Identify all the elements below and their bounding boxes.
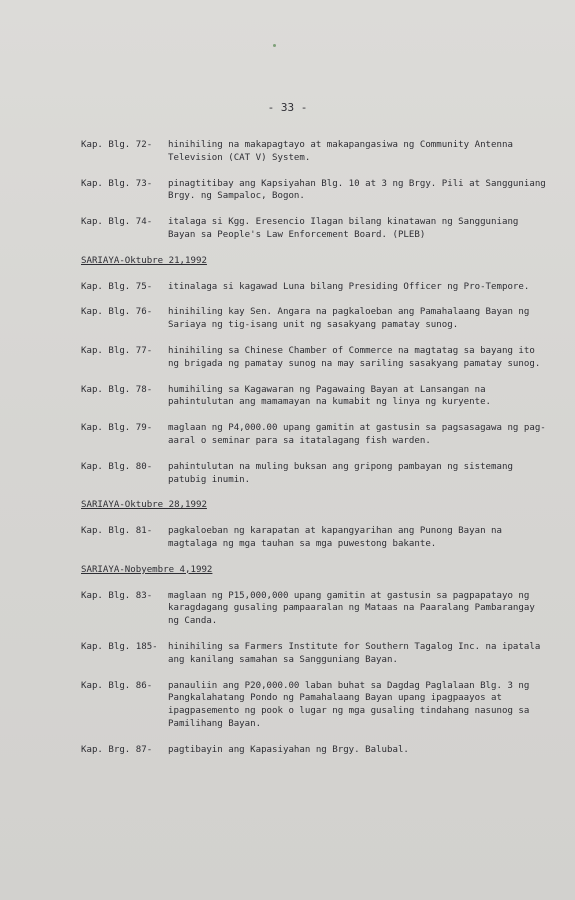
resolution-text: pagkaloeban ng karapatan at kapangyarihan ang Punong Bayan na magtalaga ng mga tauhan sa mga puwestong bakante. (168, 526, 502, 549)
resolution-number: Kap. Blg. 185- (81, 641, 158, 652)
resolution-item (81, 216, 551, 242)
page-number: - 33 - (267, 101, 308, 114)
resolution-number: Kap. Blg. 78- (81, 384, 153, 395)
ink-dot (273, 44, 276, 47)
resolution-text: maglaan ng P4,000.00 upang gamitin at gastusin sa pagsasagawa ng pag-aaral o seminar para sa itatalagang fish warden. (168, 423, 546, 446)
resolution-number: Kap. Blg. 80- (81, 461, 153, 472)
resolution-text: pinagtitibay ang Kapsiyahan Blg. 10 at 3 ng Brgy. Pili at Sangguniang Brgy. ng Sampaloc, Bogon. (168, 178, 546, 202)
resolution-list (81, 139, 551, 770)
resolution-text: italaga si Kgg. Eresencio Ilagan bilang kinatawan ng Sangguniang Bayan sa People's Law Enforcement Board. (PLEB) (168, 217, 519, 240)
resolution-number: Kap. Blg. 72- (81, 140, 153, 150)
resolution-item (81, 281, 551, 294)
resolution-text: pahintulutan na muling buksan ang gripong pambayan ng sistemang patubig inumin. (168, 461, 513, 485)
resolution-item (81, 345, 551, 371)
resolution-item (81, 744, 551, 757)
resolution-number: Kap. Blg. 74- (81, 217, 153, 228)
resolution-text: hinihiling sa Farmers Institute for Southern Tagalog Inc. na ipatala ang kanilang samahan sa Sangguniang Bayan. (168, 641, 541, 665)
resolution-number: Kap. Blg. 75- (81, 281, 153, 292)
resolution-text: humihiling sa Kagawaran ng Pagawaing Bayan at Lansangan na pahintulutan ang mamamayan na kumabit ng linya ng kuryente. (168, 384, 492, 408)
resolution-number: Kap. Brg. 87- (81, 744, 153, 755)
resolution-number: Kap. Blg. 86- (81, 680, 153, 691)
resolution-number: Kap. Blg. 73- (81, 178, 153, 189)
resolution-text: hinihiling sa Chinese Chamber of Commerce na magtatag sa bayang ito ng brigada ng pamatay sunog na may sariling sasakyang pamatay sunog. (168, 345, 541, 369)
resolution-text: hinihiling na makapagtayo at makapangasiwa ng Community Antenna Television (CAT V) System. (168, 140, 513, 163)
resolution-item (81, 422, 551, 448)
resolution-item (81, 306, 551, 332)
resolution-item (81, 525, 551, 551)
section-heading: SARIAYA-Oktubre 21,1992 (81, 255, 207, 266)
resolution-item (81, 641, 551, 667)
resolution-item (81, 461, 551, 487)
resolution-text: pagtibayin ang Kapasiyahan ng Brgy. Balubal. (168, 744, 409, 755)
resolution-number: Kap. Blg. 79- (81, 423, 153, 434)
resolution-item (81, 590, 551, 628)
resolution-item (81, 139, 551, 165)
resolution-item (81, 178, 551, 204)
resolution-text: hinihiling kay Sen. Angara na pagkaloeban ang Pamahalaang Bayan ng Sariaya ng tig-isang unit ng sasakyang pamatay sunog. (168, 307, 530, 331)
resolution-text: maglaan ng P15,000,000 upang gamitin at gastusin sa pagpapatayo ng karagdagang gusaling pampaaralan ng Mataas na Paaralang Pambarangay ng Canda. (168, 590, 535, 627)
section-heading: SARIAYA-Nobyembre 4,1992 (81, 564, 213, 575)
resolution-number: Kap. Blg. 77- (81, 345, 153, 356)
resolution-item (81, 384, 551, 410)
section-heading: SARIAYA-Oktubre 28,1992 (81, 500, 207, 511)
resolution-text: panauliin ang P20,000.00 laban buhat sa Dagdag Paglalaan Blg. 3 ng Pangkalahatang Pondo ng Pamahalaang Bayan upang ipagpaayos at ipagpasemento ng pook o lugar ng mga gusaling tindahang nasunog sa Pamilihang Bayan. (168, 680, 530, 729)
resolution-number: Kap. Blg. 83- (81, 590, 153, 601)
resolution-item (81, 680, 551, 731)
resolution-number: Kap. Blg. 81- (81, 526, 153, 537)
resolution-text: itinalaga si kagawad Luna bilang Presiding Officer ng Pro-Tempore. (168, 281, 530, 292)
resolution-number: Kap. Blg. 76- (81, 307, 153, 318)
